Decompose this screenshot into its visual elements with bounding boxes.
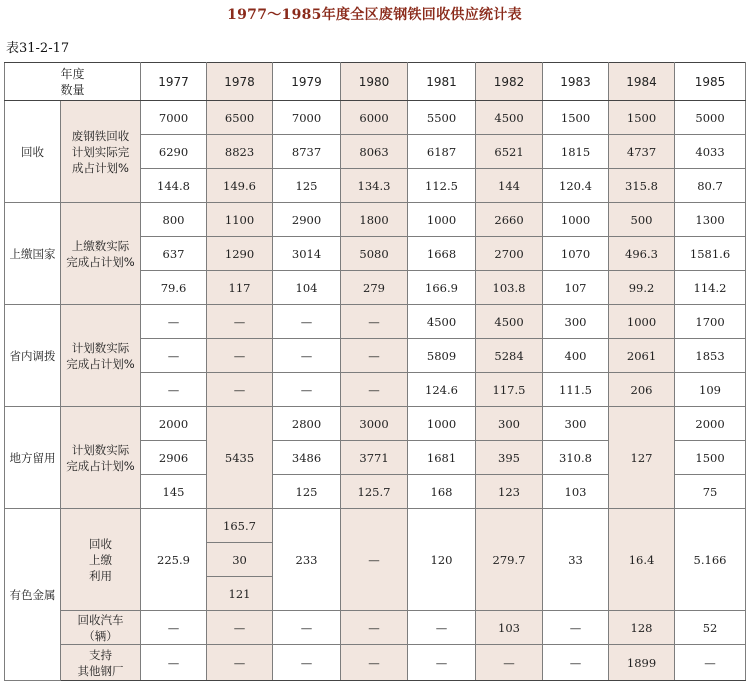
subcategory-line: 完成占计划% bbox=[66, 254, 135, 269]
data-cell: 33 bbox=[543, 509, 609, 611]
data-cell: — bbox=[141, 339, 207, 373]
corner-quantity-label: 数量 bbox=[60, 82, 85, 97]
data-cell: — bbox=[341, 373, 408, 407]
subcategory-line: 上缴数实际 bbox=[71, 238, 130, 253]
year-header: 1982 bbox=[476, 63, 543, 101]
data-cell: — bbox=[273, 645, 341, 681]
data-cell: 117.5 bbox=[476, 373, 543, 407]
data-cell: 1581.6 bbox=[675, 237, 746, 271]
year-header: 1979 bbox=[273, 63, 341, 101]
data-cell: 3000 bbox=[341, 407, 408, 441]
subcategory-line: 成占计划% bbox=[72, 160, 129, 175]
data-cell: — bbox=[273, 611, 341, 645]
data-cell: 103 bbox=[543, 475, 609, 509]
category-cell: 上缴国家 bbox=[5, 203, 61, 305]
data-cell: 1000 bbox=[408, 407, 476, 441]
data-cell: 3014 bbox=[273, 237, 341, 271]
data-cell: — bbox=[273, 305, 341, 339]
data-cell: 7000 bbox=[273, 101, 341, 135]
data-cell: 107 bbox=[543, 271, 609, 305]
data-cell: 79.6 bbox=[141, 271, 207, 305]
data-cell: — bbox=[341, 611, 408, 645]
data-cell: 1000 bbox=[543, 203, 609, 237]
data-cell: 279.7 bbox=[476, 509, 543, 611]
data-cell: 7000 bbox=[141, 101, 207, 135]
data-cell: 3771 bbox=[341, 441, 408, 475]
data-cell: 8823 bbox=[207, 135, 273, 169]
data-cell: 125 bbox=[273, 169, 341, 203]
data-cell: 165.7 bbox=[207, 509, 273, 543]
table-row bbox=[5, 645, 746, 681]
data-cell: 128 bbox=[609, 611, 675, 645]
data-cell: 3486 bbox=[273, 441, 341, 475]
data-cell: 637 bbox=[141, 237, 207, 271]
data-cell: 1500 bbox=[609, 101, 675, 135]
data-cell: 124.6 bbox=[408, 373, 476, 407]
data-cell: — bbox=[675, 645, 746, 681]
data-cell: 206 bbox=[609, 373, 675, 407]
data-cell: 166.9 bbox=[408, 271, 476, 305]
data-cell: 125.7 bbox=[341, 475, 408, 509]
subcategory-cell bbox=[61, 611, 141, 645]
subcategory-line: 废钢铁回收 bbox=[71, 128, 130, 143]
subcategory-line: 上缴 bbox=[89, 552, 112, 567]
data-cell: 1000 bbox=[609, 305, 675, 339]
data-cell: 2906 bbox=[141, 441, 207, 475]
category-cell: 回收 bbox=[5, 101, 61, 203]
data-cell: 496.3 bbox=[609, 237, 675, 271]
data-cell: 1100 bbox=[207, 203, 273, 237]
data-cell: — bbox=[341, 339, 408, 373]
subcategory-line: 支持 bbox=[89, 647, 112, 662]
data-cell: 103 bbox=[476, 611, 543, 645]
subcategory-cell bbox=[61, 645, 141, 681]
data-cell: 5500 bbox=[408, 101, 476, 135]
data-cell: 6521 bbox=[476, 135, 543, 169]
data-cell: 2700 bbox=[476, 237, 543, 271]
data-cell: — bbox=[408, 645, 476, 681]
data-cell: 1815 bbox=[543, 135, 609, 169]
year-header: 1983 bbox=[543, 63, 609, 101]
data-cell: 6000 bbox=[341, 101, 408, 135]
data-cell: 8737 bbox=[273, 135, 341, 169]
data-cell: 127 bbox=[609, 407, 675, 509]
data-cell: 5000 bbox=[675, 101, 746, 135]
data-cell: 1668 bbox=[408, 237, 476, 271]
data-cell: — bbox=[141, 611, 207, 645]
year-header: 1981 bbox=[408, 63, 476, 101]
year-header: 1984 bbox=[609, 63, 675, 101]
data-cell: 112.5 bbox=[408, 169, 476, 203]
data-cell: 4500 bbox=[476, 305, 543, 339]
data-cell: 4737 bbox=[609, 135, 675, 169]
data-cell: 1300 bbox=[675, 203, 746, 237]
data-cell: — bbox=[207, 611, 273, 645]
header-row bbox=[5, 63, 746, 101]
data-cell: 1070 bbox=[543, 237, 609, 271]
data-cell: — bbox=[207, 645, 273, 681]
year-header: 1978 bbox=[207, 63, 273, 101]
data-cell: 300 bbox=[543, 305, 609, 339]
data-cell: — bbox=[341, 509, 408, 611]
data-cell: 500 bbox=[609, 203, 675, 237]
subcategory-cell bbox=[61, 101, 141, 203]
data-cell: — bbox=[207, 339, 273, 373]
data-cell: 2000 bbox=[675, 407, 746, 441]
data-cell: — bbox=[141, 373, 207, 407]
corner-year-label: 年度 bbox=[60, 66, 85, 81]
data-cell: — bbox=[408, 611, 476, 645]
data-cell: 144 bbox=[476, 169, 543, 203]
data-cell: 52 bbox=[675, 611, 746, 645]
data-cell: 120.4 bbox=[543, 169, 609, 203]
year-header: 1977 bbox=[141, 63, 207, 101]
data-cell: 123 bbox=[476, 475, 543, 509]
data-cell: 30 bbox=[207, 543, 273, 577]
data-cell: 120 bbox=[408, 509, 476, 611]
subcategory-line: 计划数实际 bbox=[71, 442, 130, 457]
data-cell: 400 bbox=[543, 339, 609, 373]
category-cell: 有色金属 bbox=[5, 509, 61, 681]
subcategory-line: （辆） bbox=[83, 628, 118, 643]
data-cell: 144.8 bbox=[141, 169, 207, 203]
data-cell: 300 bbox=[543, 407, 609, 441]
data-cell: 121 bbox=[207, 577, 273, 611]
data-cell: — bbox=[273, 339, 341, 373]
subcategory-line: 回收 bbox=[89, 536, 112, 551]
table-row bbox=[5, 407, 746, 441]
data-cell: 80.7 bbox=[675, 169, 746, 203]
subcategory-line: 利用 bbox=[89, 568, 112, 583]
data-cell: 1853 bbox=[675, 339, 746, 373]
year-header: 1980 bbox=[341, 63, 408, 101]
data-cell: 5.166 bbox=[675, 509, 746, 611]
table-row bbox=[5, 509, 746, 543]
table-number: 表31-2-17 bbox=[6, 41, 70, 56]
subcategory-line: 回收汽车 bbox=[77, 612, 124, 627]
category-cell: 地方留用 bbox=[5, 407, 61, 509]
data-cell: 111.5 bbox=[543, 373, 609, 407]
data-cell: 395 bbox=[476, 441, 543, 475]
data-cell: 1800 bbox=[341, 203, 408, 237]
data-cell: 800 bbox=[141, 203, 207, 237]
data-cell: 233 bbox=[273, 509, 341, 611]
data-cell: 5435 bbox=[207, 407, 273, 509]
corner-cell bbox=[5, 63, 141, 101]
subcategory-line: 计划实际完 bbox=[71, 144, 130, 159]
subcategory-cell bbox=[61, 407, 141, 509]
data-cell: 1899 bbox=[609, 645, 675, 681]
subcategory-cell bbox=[61, 509, 141, 611]
data-cell: 1700 bbox=[675, 305, 746, 339]
data-cell: 5080 bbox=[341, 237, 408, 271]
table-row bbox=[5, 611, 746, 645]
data-cell: 114.2 bbox=[675, 271, 746, 305]
category-cell: 省内调拨 bbox=[5, 305, 61, 407]
data-cell: — bbox=[341, 645, 408, 681]
data-cell: 6500 bbox=[207, 101, 273, 135]
data-cell: 5284 bbox=[476, 339, 543, 373]
table-title: 1977～1985年度全区废钢铁回收供应统计表 bbox=[227, 7, 522, 23]
data-cell: 125 bbox=[273, 475, 341, 509]
data-cell: 1290 bbox=[207, 237, 273, 271]
data-cell: — bbox=[341, 305, 408, 339]
data-cell: 109 bbox=[675, 373, 746, 407]
statistics-table bbox=[4, 62, 746, 681]
table-row bbox=[5, 305, 746, 339]
data-cell: 117 bbox=[207, 271, 273, 305]
data-cell: — bbox=[141, 305, 207, 339]
data-cell: 279 bbox=[341, 271, 408, 305]
data-cell: 1000 bbox=[408, 203, 476, 237]
data-cell: 225.9 bbox=[141, 509, 207, 611]
data-cell: 8063 bbox=[341, 135, 408, 169]
data-cell: 168 bbox=[408, 475, 476, 509]
data-cell: 5809 bbox=[408, 339, 476, 373]
subcategory-cell bbox=[61, 203, 141, 305]
data-cell: 103.8 bbox=[476, 271, 543, 305]
table-row bbox=[5, 101, 746, 135]
data-cell: 2800 bbox=[273, 407, 341, 441]
data-cell: 1500 bbox=[543, 101, 609, 135]
data-cell: — bbox=[273, 373, 341, 407]
data-cell: — bbox=[543, 611, 609, 645]
subcategory-line: 完成占计划% bbox=[66, 356, 135, 371]
data-cell: — bbox=[476, 645, 543, 681]
data-cell: — bbox=[141, 645, 207, 681]
data-cell: 4500 bbox=[476, 101, 543, 135]
subcategory-line: 计划数实际 bbox=[71, 340, 130, 355]
data-cell: 149.6 bbox=[207, 169, 273, 203]
subcategory-line: 其他钢厂 bbox=[77, 663, 124, 678]
data-cell: 104 bbox=[273, 271, 341, 305]
data-cell: 4033 bbox=[675, 135, 746, 169]
data-cell: — bbox=[207, 305, 273, 339]
data-cell: 2061 bbox=[609, 339, 675, 373]
year-header: 1985 bbox=[675, 63, 746, 101]
data-cell: 6187 bbox=[408, 135, 476, 169]
subcategory-line: 完成占计划% bbox=[66, 458, 135, 473]
data-cell: 2900 bbox=[273, 203, 341, 237]
data-cell: — bbox=[207, 373, 273, 407]
data-cell: 75 bbox=[675, 475, 746, 509]
data-cell: 1500 bbox=[675, 441, 746, 475]
data-cell: 300 bbox=[476, 407, 543, 441]
data-cell: 2000 bbox=[141, 407, 207, 441]
data-cell: 1681 bbox=[408, 441, 476, 475]
subcategory-cell bbox=[61, 305, 141, 407]
data-cell: 99.2 bbox=[609, 271, 675, 305]
data-cell: 134.3 bbox=[341, 169, 408, 203]
table-row bbox=[5, 203, 746, 237]
data-cell: 16.4 bbox=[609, 509, 675, 611]
data-cell: 4500 bbox=[408, 305, 476, 339]
data-cell: 145 bbox=[141, 475, 207, 509]
data-cell: 6290 bbox=[141, 135, 207, 169]
data-cell: 2660 bbox=[476, 203, 543, 237]
data-cell: 310.8 bbox=[543, 441, 609, 475]
data-cell: 315.8 bbox=[609, 169, 675, 203]
data-cell: — bbox=[543, 645, 609, 681]
